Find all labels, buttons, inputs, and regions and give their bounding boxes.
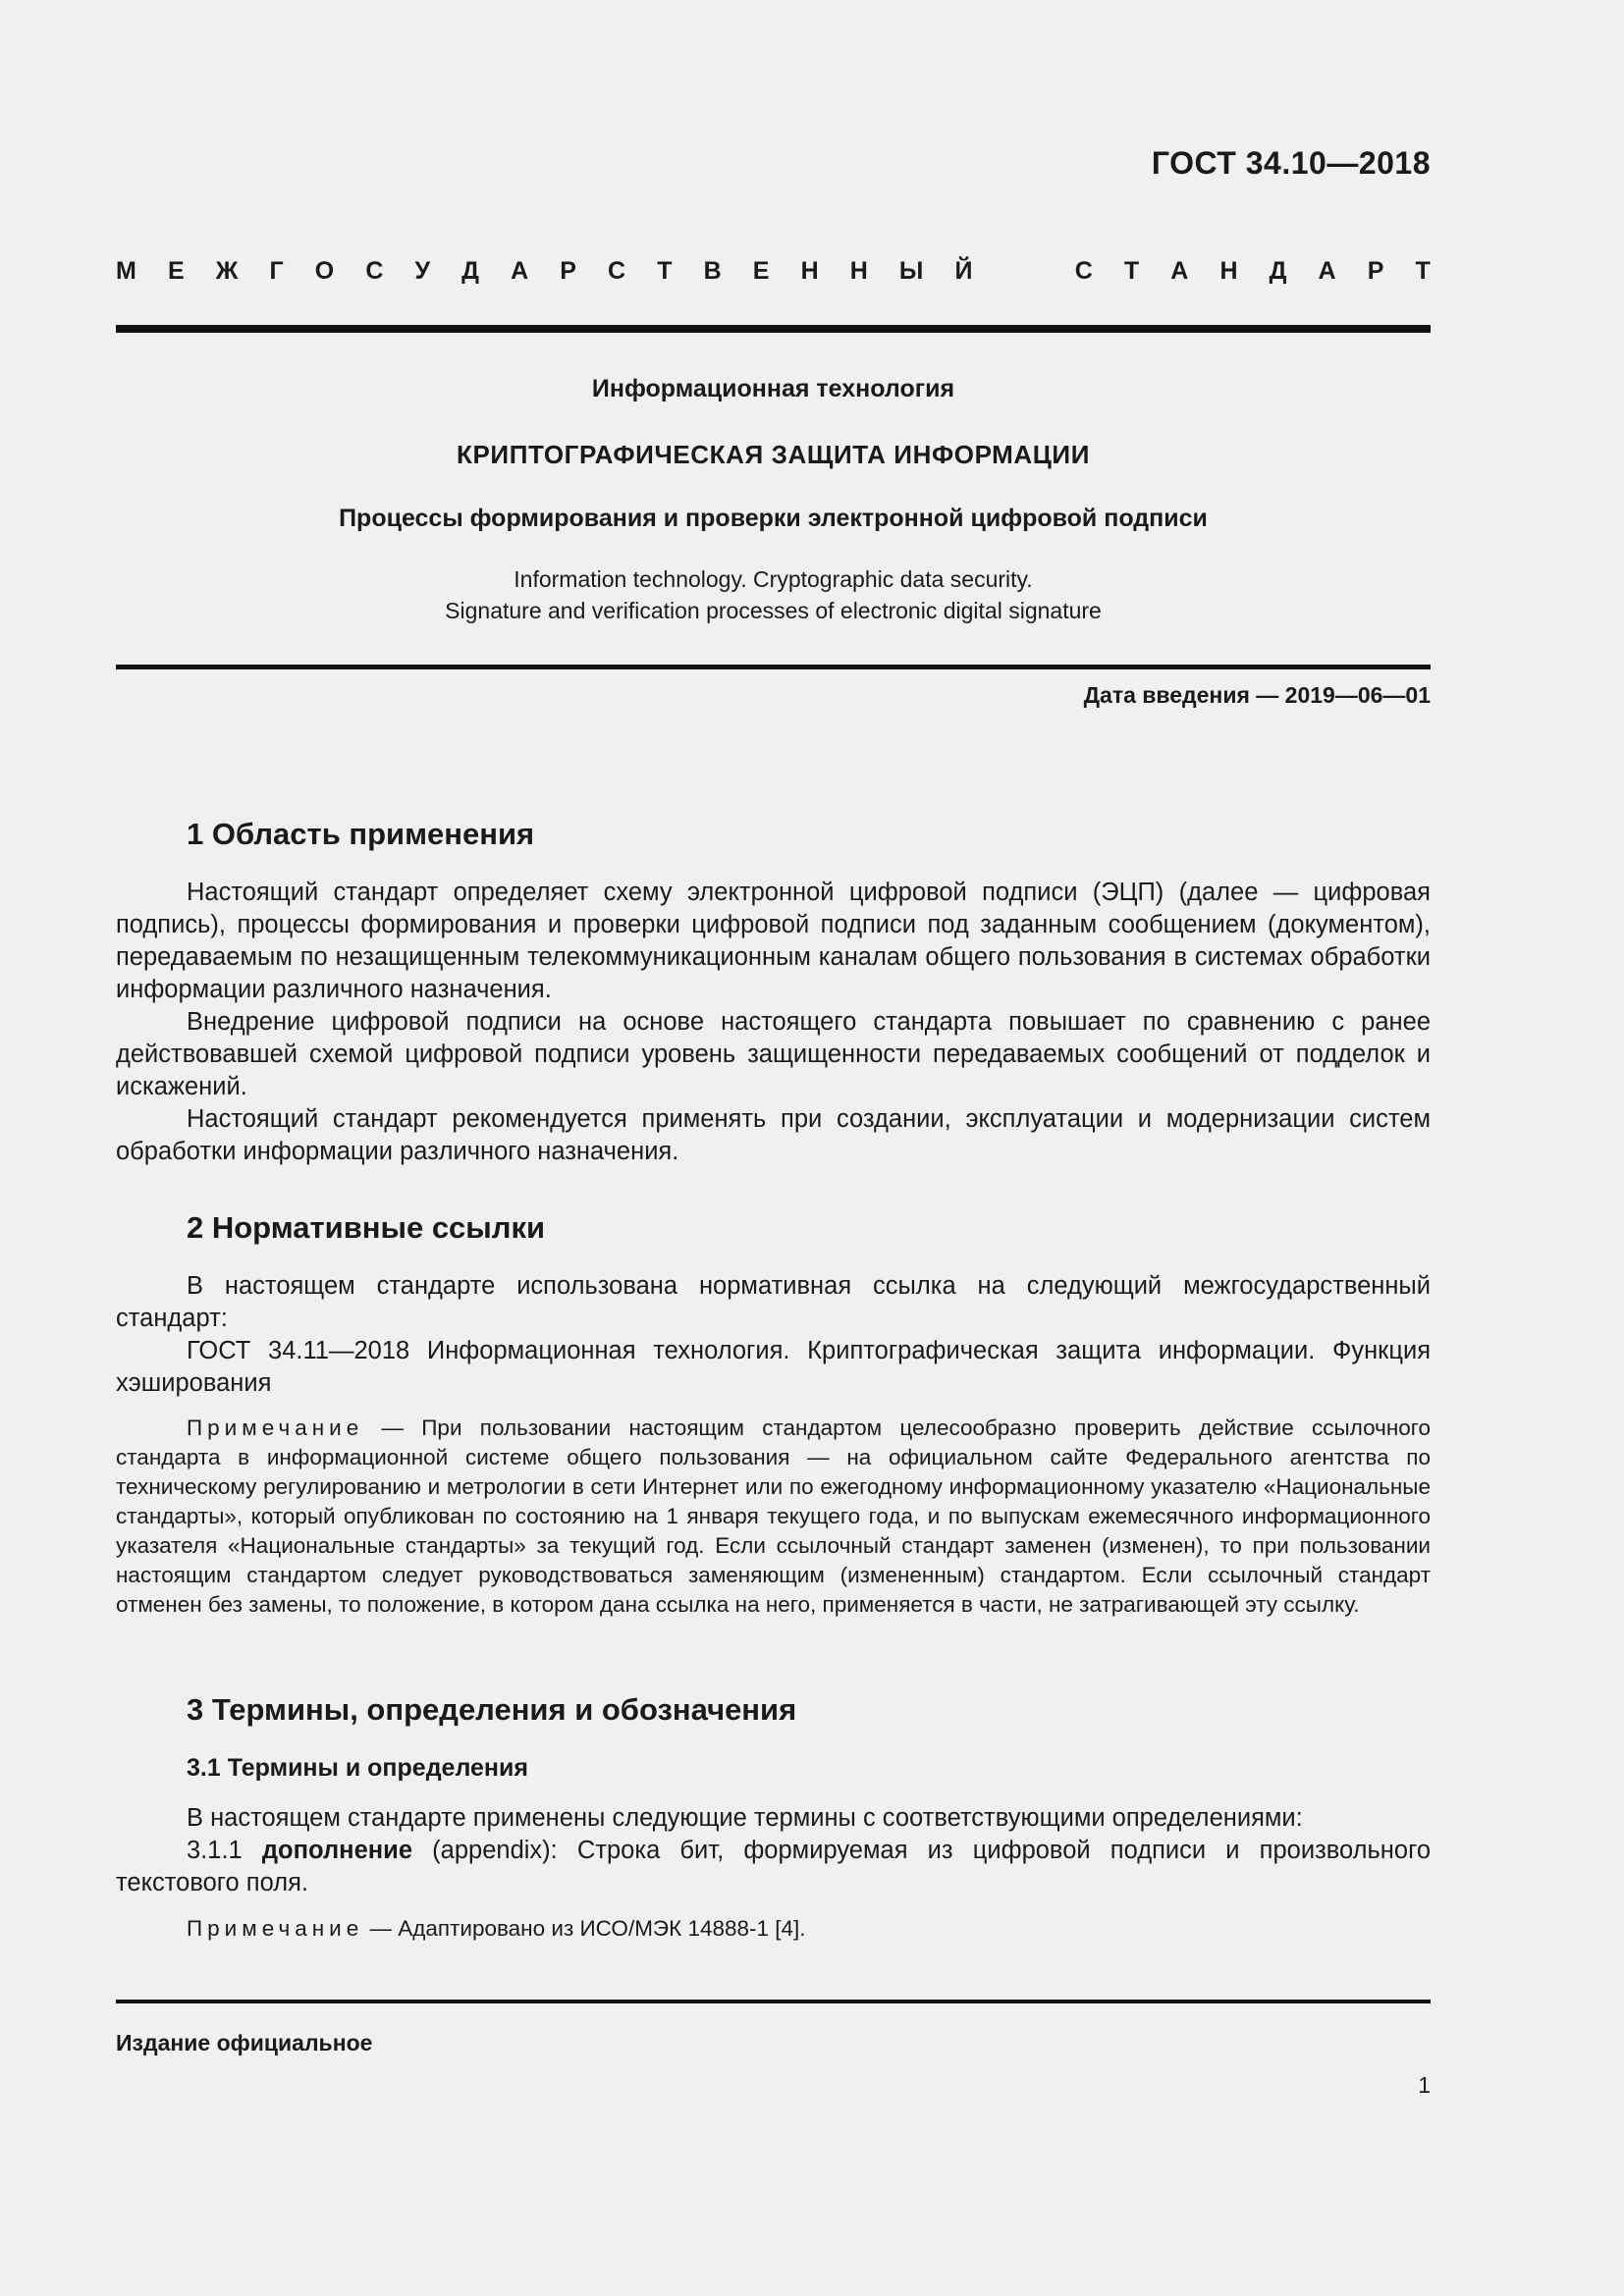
document-page	[116, 0, 1431, 2296]
title-letter: О	[314, 257, 335, 285]
title-en-line-2: Signature and verification processes of electronic digital signature	[445, 598, 1102, 623]
term-name: дополнение	[261, 1837, 413, 1864]
official-edition-label: Издание официальное	[116, 2030, 373, 2056]
section-1-body	[116, 877, 1431, 1168]
standard-type-title	[116, 257, 1431, 286]
top-rule	[116, 325, 1431, 333]
section-2-note	[116, 1414, 1431, 1620]
note-text: — При пользовании настоящим стандартом целесообразно проверить действие ссылочного стандарта в информационной системе общего пользования — на официальном сайте Федерального агентства по техническому регулированию и метрологии в сети Интернет или по ежегодному информационному указателю «Национальные стандарты», который опубликован по состоянию на 1 января текущего года, и по выпускам ежемесячного информационного указателя «Национальные стандарты» за текущий год. Если ссылочный стандарт заменен (изменен), то при пользовании настоящим стандартом следует руководствоваться заменяющим (измененным) стандартом. Если ссылочный стандарт отменен без замены, то положение, в котором дана ссылка на него, применяется в части, не затрагивающей эту ссылку.	[116, 1415, 1431, 1617]
title-line-1: Информационная технология	[591, 375, 955, 402]
paragraph: Настоящий стандарт рекомендуется применять при создании, эксплуатации и модернизации систем обработки информации различного назначения.	[116, 1105, 1431, 1165]
paragraph: ГОСТ 34.11—2018 Информационная технология. Криптографическая защита информации. Функция хэширования	[116, 1337, 1431, 1397]
title-letter: Н	[1219, 257, 1238, 285]
term-number: 3.1.1	[187, 1837, 262, 1864]
title-letter: А	[511, 257, 529, 285]
title-letter: Т	[657, 257, 673, 285]
doc-number: ГОСТ 34.10—2018	[1151, 145, 1431, 181]
title-letter: Н	[800, 257, 819, 285]
note-label: Примечание	[187, 1415, 364, 1440]
paragraph: Настоящий стандарт определяет схему электронной цифровой подписи (ЭЦП) (далее — цифровая подпись), процессы формирования и проверки цифровой подписи под заданным сообщением (документом), передаваемым по незащищенным телекоммуникационным каналам общего пользования в системах обработки информации различного назначения.	[116, 879, 1431, 1003]
introduction-date: Дата введения — 2019—06—01	[1083, 682, 1431, 708]
note-text: — Адаптировано из ИСО/МЭК 14888-1 [4].	[363, 1916, 806, 1941]
term-definition	[116, 1835, 1431, 1899]
title-letter: Е	[752, 257, 770, 285]
paragraph: Внедрение цифровой подписи на основе настоящего стандарта повышает по сравнению с ранее действовавшей схемой цифровой подписи уровень защищенности передаваемых сообщений от подделок и искажений.	[116, 1008, 1431, 1100]
section-1-heading: 1 Область применения	[187, 817, 535, 851]
title-letter: А	[1318, 257, 1336, 285]
title-letter: Ж	[215, 257, 239, 285]
title-letter: Д	[461, 257, 479, 285]
title-letter: С	[608, 257, 626, 285]
note-label: Примечание	[187, 1916, 364, 1941]
term-text: (appendix): Строка бит, формируемая из цифровой подписи и произвольного текстового поля.	[116, 1837, 1431, 1896]
title-en-line-1: Information technology. Cryptographic data security.	[514, 566, 1033, 592]
title-line-2: КРИПТОГРАФИЧЕСКАЯ ЗАЩИТА ИНФОРМАЦИИ	[457, 440, 1090, 469]
section-3-1-heading: 3.1 Термины и определения	[187, 1754, 528, 1782]
title-letter: У	[414, 257, 431, 285]
section-3-heading: 3 Термины, определения и обозначения	[187, 1692, 797, 1727]
title-letter: Ы	[898, 257, 924, 285]
title-letter: Г	[269, 257, 284, 285]
footer-rule	[116, 2000, 1431, 2003]
title-rule	[116, 665, 1431, 669]
title-letter: Т	[1415, 257, 1431, 285]
title-letter: С	[365, 257, 384, 285]
section-2-heading: 2 Нормативные ссылки	[187, 1210, 546, 1245]
title-letter: Р	[560, 257, 576, 285]
section-3-note	[116, 1914, 1431, 1944]
paragraph: В настоящем стандарте применены следующие термины с соответствующими определениями:	[187, 1804, 1303, 1832]
page-number: 1	[1418, 2072, 1431, 2098]
title-letter: Й	[954, 257, 973, 285]
title-letter: А	[1170, 257, 1189, 285]
title-line-3: Процессы формирования и проверки электронной цифровой подписи	[339, 505, 1208, 532]
title-letter: Д	[1269, 257, 1287, 285]
title-letter: С	[1074, 257, 1093, 285]
title-letter: Т	[1123, 257, 1140, 285]
title-letter: Н	[849, 257, 868, 285]
section-3-body	[116, 1802, 1431, 1899]
title-letter: М	[116, 257, 136, 285]
title-letter: В	[703, 257, 722, 285]
section-2-body	[116, 1270, 1431, 1400]
paragraph: В настоящем стандарте использована нормативная ссылка на следующий межгосударственный стандарт:	[116, 1272, 1431, 1332]
title-letter: Е	[167, 257, 185, 285]
word-gap	[1004, 257, 1044, 286]
title-letter: Р	[1367, 257, 1384, 285]
